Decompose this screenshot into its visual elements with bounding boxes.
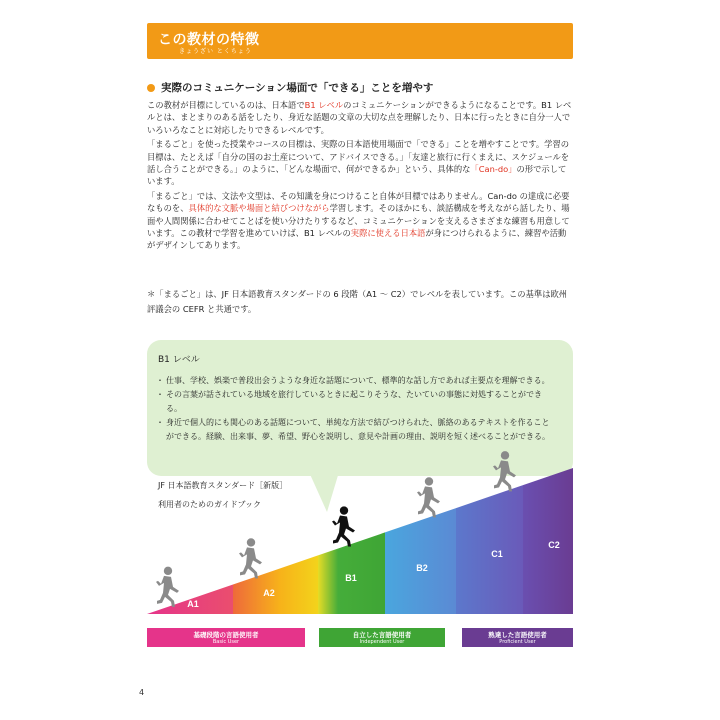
runner-figure-icon (493, 451, 516, 491)
highlight-text: 「Can-do」 (470, 164, 517, 175)
level-label-a2: A2 (263, 588, 275, 598)
list-item: ・ その言葉が話されている地域を旅行しているときに起こりそうな、たいていの事態に対処することができる。 (156, 388, 556, 416)
highlight-text: 実際に使える日本語 (350, 228, 426, 239)
page-title: この教材の特徴 (158, 32, 260, 48)
highlight-text: 具体的な文脈や場面と結びつけながら (188, 203, 330, 214)
legend-sublabel: Basic User (212, 638, 240, 645)
legend-sublabel: Independent User (359, 638, 405, 645)
legend-independent-user (319, 628, 445, 647)
legend-basic-user (147, 628, 305, 647)
level-label-a1: A1 (187, 599, 199, 609)
paragraph-text: 学習します。そのほかにも、談話構成を考えながら話したり、場面や人間関係に合わせてことばを使い分けたりするなど、コミュニケーションを支えるさまざまな練習も用意しています。この教材で学習を進めていけば、B1 レベルの (147, 203, 570, 239)
page-title-ruby: きょうざい とくちょう (179, 48, 252, 55)
runner-figure-icon (156, 567, 179, 607)
guidebook-line: 利用者のためのガイドブック (158, 500, 261, 509)
legend-label: 熟達した言語使用者 (488, 630, 547, 639)
level-band-a2 (233, 555, 318, 614)
section-title-text: 実際のコミュニケーション場面で「できる」ことを増やす (161, 82, 434, 94)
level-band-c1 (456, 485, 523, 614)
guidebook-line: JF 日本語教育スタンダード［新版］ (158, 481, 288, 490)
paragraph-text: この教材が目標にしているのは、日本語で (147, 100, 305, 110)
level-label-b1: B1 (345, 573, 357, 583)
runner-figure-icon (239, 538, 262, 578)
level-label-c2: C2 (548, 540, 560, 550)
legend-label: 基礎段階の言語使用者 (193, 630, 259, 639)
page-number: 4 (139, 688, 145, 697)
paragraph-text: のコミュニケーションができるようになることです。B1 レベルとは、まとまりのある話をしたり、身近な話題の文章の大切な点を理解したり、日本に行ったときに自分一人でいろいろなことに対応したりできるレベルです。 (147, 100, 572, 135)
legend-label: 自立した言語使用者 (352, 630, 412, 639)
list-item: ・ 身近で個人的にも関心のある話題について、単純な方法で結びつけられた、脈絡のあるテキストを作ることができる。経験、出来事、夢、希望、野心を説明し、意見や計画の理由、説明を短く述べることができる。 (156, 416, 556, 444)
level-band-b2 (385, 508, 456, 614)
runner-figure-icon (417, 477, 440, 517)
bubble-title: B1 レベル (158, 355, 200, 365)
highlight-text: B1 レベル (304, 100, 344, 110)
level-label-c1: C1 (491, 549, 503, 559)
footnote: ＊「まるごと」は、JF 日本語教育スタンダードの 6 段階（A1 ～ C2）でレベルを表しています。この基準は欧州評議会の CEFR と共通です。 (147, 289, 568, 314)
list-item: ・ 仕事、学校、娯楽で普段出会うような身近な話題について、標準的な話し方であれば主要点を理解できる。 (156, 374, 556, 388)
runner-figure-icon (332, 506, 355, 546)
legend-sublabel: Proficient User (499, 638, 536, 645)
legend-proficient-user (462, 628, 573, 647)
level-label-b2: B2 (416, 563, 428, 573)
paragraph-text: の形で示しています。 (147, 164, 567, 187)
paragraph-text: が身につけられるように、練習や活動がデザインしてあります。 (147, 228, 567, 251)
paragraph-text: 「まるごと」を使った授業やコースの目標は、実際の日本語使用場面で「できる」ことを増やすことです。学習の目標は、たとえば「自分の国のお土産について、アドバイスできる。」「友達と旅行に行くまえに、スケジュールを話し合うことができる。」のように、「どんな場面で、何ができるか」という、具体的な (147, 139, 570, 175)
paragraph-text: 「まるごと」では、文法や文型は、その知識を身につけること自体が目標ではありません。Can-do の達成に必要なものを、 (147, 190, 570, 214)
